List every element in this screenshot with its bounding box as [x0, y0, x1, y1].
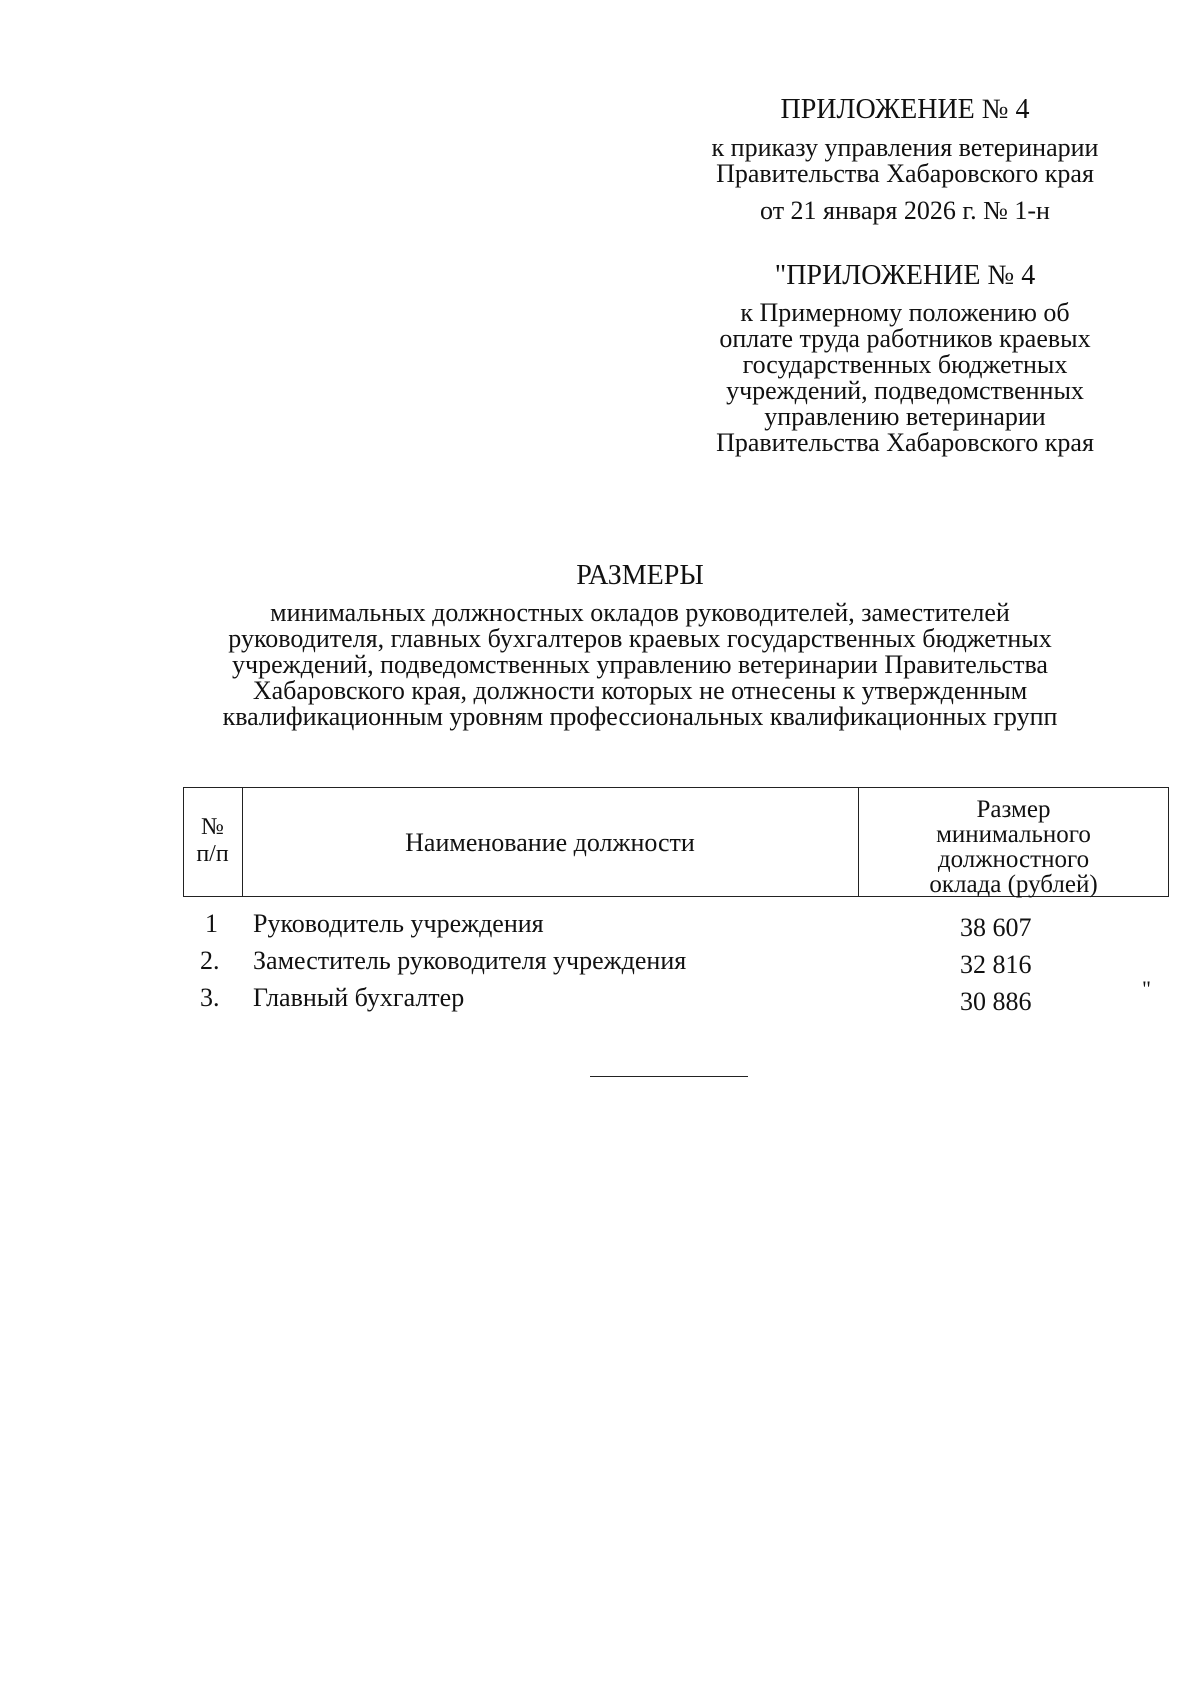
- row-position: Заместитель руководителя учреждения: [253, 946, 687, 975]
- header-num-symbol: №: [201, 814, 224, 840]
- row-position: Руководитель учреждения: [253, 909, 544, 938]
- document-title: РАЗМЕРЫ: [576, 560, 704, 591]
- row-position: Главный бухгалтер: [253, 983, 465, 1012]
- header-salary-line-3: должностного: [937, 846, 1090, 873]
- subtitle-line-5: квалификационным уровням профессиональных квалификационных групп: [222, 702, 1058, 731]
- subtitle-line-2: руководителя, главных бухгалтеров краевых государственных бюджетных: [228, 624, 1052, 653]
- row-salary: 38 607: [960, 913, 1032, 942]
- row-salary: 30 886: [960, 987, 1032, 1016]
- order-line-1: к приказу управления ветеринарии: [711, 133, 1099, 162]
- closing-quote: ": [1142, 976, 1151, 1001]
- order-date: от 21 января 2026 г. № 1-н: [760, 196, 1050, 225]
- header-position: Наименование должности: [405, 828, 695, 857]
- subtitle-line-4: Хабаровского края, должности которых не отнесены к утвержденным: [252, 676, 1028, 705]
- ref-line-3: государственных бюджетных: [742, 350, 1068, 379]
- subtitle-line-3: учреждений, подведомственных управлению ветеринарии Правительства: [232, 650, 1048, 679]
- header-salary-line-4: оклада (рублей): [929, 871, 1098, 898]
- header-salary-line-1: Размер: [976, 796, 1051, 823]
- row-number: 1: [205, 909, 218, 938]
- ref-line-1: к Примерному положению об: [740, 298, 1070, 327]
- order-line-2: Правительства Хабаровского края: [716, 159, 1094, 188]
- ref-line-4: учреждений, подведомственных: [726, 376, 1084, 405]
- header-num-label: п/п: [196, 841, 229, 867]
- ref-line-5: управлению ветеринарии: [764, 402, 1046, 431]
- row-number: 3.: [200, 983, 220, 1012]
- row-salary: 32 816: [960, 950, 1032, 979]
- header-salary-line-2: минимального: [936, 821, 1091, 848]
- subtitle-line-1: минимальных должностных окладов руководителей, заместителей: [270, 598, 1010, 627]
- appendix-title: ПРИЛОЖЕНИЕ № 4: [780, 94, 1030, 125]
- appendix-title-quoted: "ПРИЛОЖЕНИЕ № 4: [774, 260, 1036, 291]
- row-number: 2.: [200, 946, 220, 975]
- end-rule: [590, 1076, 748, 1077]
- ref-line-6: Правительства Хабаровского края: [716, 428, 1094, 457]
- ref-line-2: оплате труда работников краевых: [719, 324, 1091, 353]
